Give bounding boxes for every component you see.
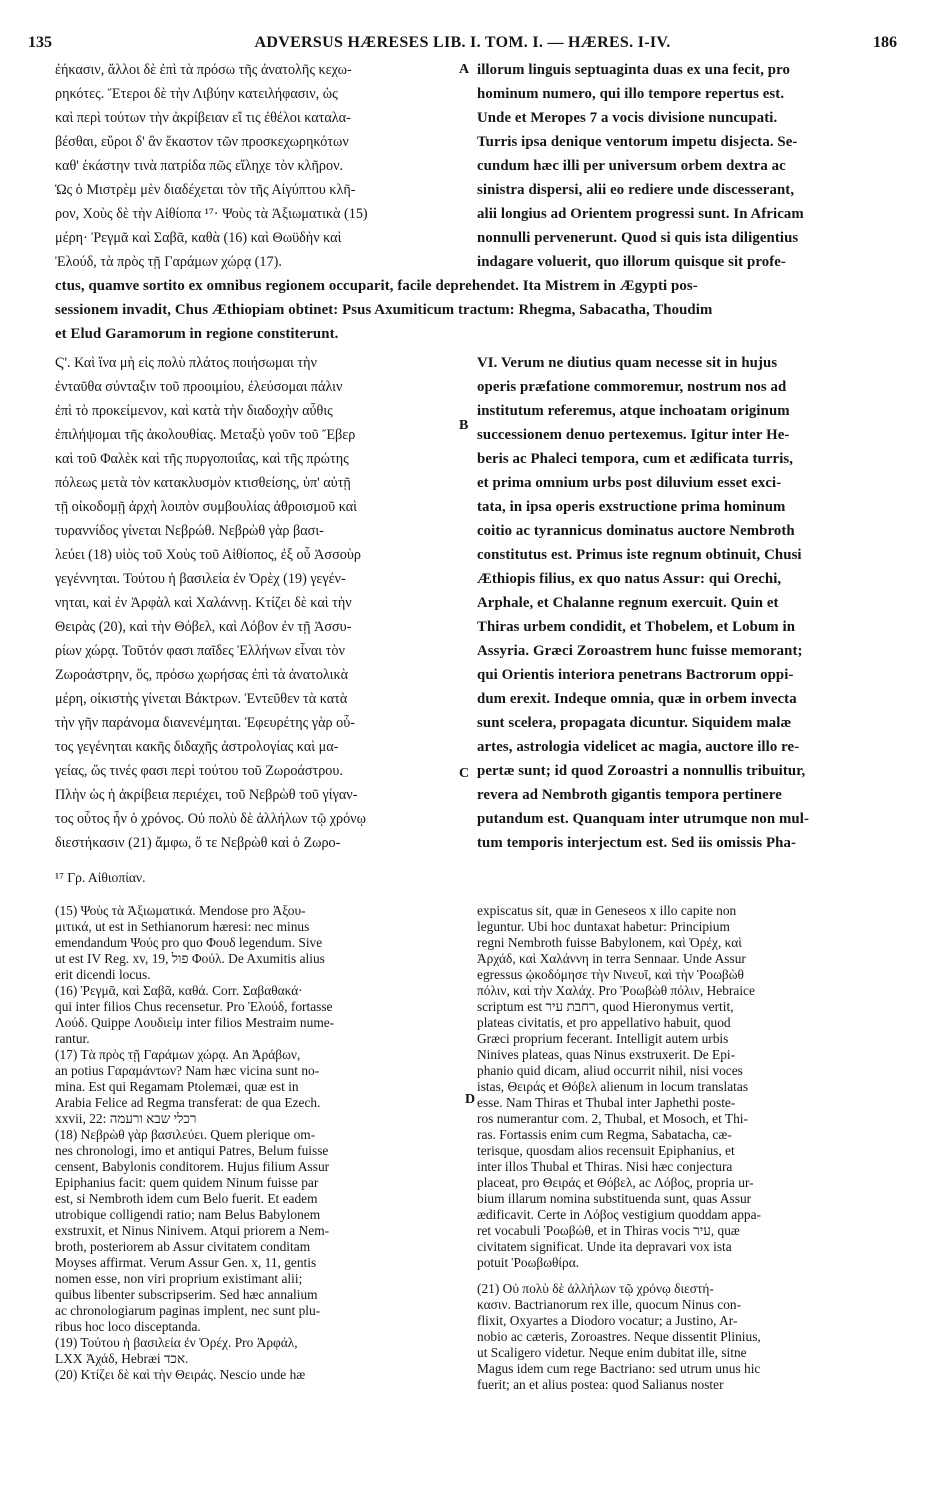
latin-line: alii longius ad Orientem progressi sunt. In Africam xyxy=(477,206,804,222)
latin-line: beris ac Phaleci tempora, cum et ædificata turris, xyxy=(477,451,794,467)
latin-line: artes, astrologia videlicet ac magia, auctore illo re- xyxy=(477,739,800,755)
footnote-line: ut est IV Reg. xv, 19, פול Φούλ. De Axumitis alius xyxy=(55,951,325,966)
latin-line: coitio ac tyrannicus dominatus auctore Nembroth xyxy=(477,523,795,539)
greek-line: ἐπὶ τὸ προκείμενον, καὶ κατὰ τὴν διαδοχὴν αὖθις xyxy=(55,403,333,419)
footnote-line: ut Scaligero videtur. Neque enim dubitat ille, sitne xyxy=(477,1345,747,1360)
greek-line: μέρη, οἰκιστὴς γίνεται Βάκτρων. Ἐντεῦθεν τὰ κατὰ xyxy=(55,691,348,707)
greek-line: τὴν γῆν παράνομα διανενέμηται. Ἐφευρέτης γὰρ οὗ- xyxy=(55,715,355,731)
footnote-line: rantur. xyxy=(55,1031,90,1046)
greek-line: καὶ τοῦ Φαλὲκ καὶ τῆς πυργοποιΐας, καὶ τῆς πρώτης xyxy=(55,451,349,467)
footnote-line: Ninives plateas, quas Ninus exstruxerit. De Epi- xyxy=(477,1047,736,1062)
greek-line: Πλὴν ὡς ἡ ἀκρίβεια περιέχει, τοῦ Νεβρὼθ τοῦ γίγαν- xyxy=(55,787,358,803)
footnote-line: ribus hoc loco disceptanda. xyxy=(55,1319,201,1334)
greek-line: Ζωροάστρην, ὅς, πρόσω χωρήσας ἐπὶ τὰ ἀνατολικὰ xyxy=(55,667,349,683)
footnote-line: LXX Ἀχάδ, Hebræi אכד. xyxy=(55,1351,189,1366)
footnote-line: istas, Θειράς et Θόβελ alienum in locum translatas xyxy=(477,1079,749,1094)
latin-line: Unde et Meropes 7 a vocis divisione nuncupati. xyxy=(477,110,778,126)
latin-line: tata, in ipsa operis exstructione prima hominum xyxy=(477,499,786,515)
footnote-line: (15) Ψοὺς τὰ Ἀξιωματικά. Mendose pro Ἀξου- xyxy=(55,903,306,918)
footnote-line: inter illos Thubal et Thiras. Nisi hæc conjectura xyxy=(477,1159,733,1174)
latin-line: ctus, quamve sortito ex omnibus regionem occuparit, facile deprehendet. Ita Mistrem in Ægypti pos- xyxy=(55,278,698,294)
latin-line: putandum est. Quanquam inter utrumque non mul- xyxy=(477,811,809,827)
footnote-line: ac chronologiarum paginas implent, nec sunt plu- xyxy=(55,1303,321,1318)
latin-line: Æthiopis filius, ex quo natus Assur: qui Orechi, xyxy=(477,571,782,587)
latin-line: Assyria. Græci Zoroastrem hunc fuisse memorant; xyxy=(477,643,803,659)
greek-line: τος οὗτος ἦν ὁ χρόνος. Οὐ πολὺ δὲ ἀλλήλων τῷ χρόνῳ xyxy=(55,811,366,827)
running-header xyxy=(28,34,897,56)
footnote-line: Λούδ. Quippe Λουδιεὶμ inter filios Mestraim nume- xyxy=(55,1015,335,1030)
footnote-line: expiscatus sit, quæ in Geneseos x illo capite non xyxy=(477,903,737,918)
footnote-line: (21) Οὐ πολὺ δὲ ἀλλήλων τῷ χρόνῳ διεστή- xyxy=(477,1281,714,1296)
greek-line: ἐπιλήψομαι τῆς ἀκολουθίας. Μεταξὺ γοῦν τοῦ Ἔβερ xyxy=(55,427,356,443)
latin-line: operis præfatione commoremur, nostrum nos ad xyxy=(477,379,787,395)
footnote-line: esse. Nam Thiras et Thubal inter Japhethi poste- xyxy=(477,1095,736,1110)
footnote-line: κασιν. Bactrianorum rex ille, quocum Ninus con- xyxy=(477,1297,742,1312)
footnote-line: ædificavit. Certe in Λόβος vestigium quoddam appa- xyxy=(477,1207,762,1222)
greek-line: ρηκότες. Ἕτεροι δὲ τὴν Λιβύην κατειλήφασιν, ὡς xyxy=(55,86,338,102)
latin-line: constitutus est. Primus iste regnum obtinuit, Chusi xyxy=(477,547,802,563)
running-title: ADVERSUS HÆRESES LIB. I. TOM. I. — HÆRES. I-IV. xyxy=(254,34,671,51)
footnote-line: quibus libenter subscripserim. Sed hæc annalium xyxy=(55,1287,318,1302)
latin-line: tum temporis interjectum est. Sed iis omissis Pha- xyxy=(477,835,796,851)
footnote-line: erit dicendi locus. xyxy=(55,967,151,982)
footnote-line: ros numerantur com. 2, Thubal, et Mosoch, et Thi- xyxy=(477,1111,748,1126)
footnote-line: egressus ᾠκοδόμησε τὴν Νινευῖ, καὶ τὴν Ῥοωβὼθ xyxy=(477,967,744,982)
footnote-line: phanio quid dicam, aliud occurrit nihil, nisi voces xyxy=(477,1063,743,1078)
footnote-line: (18) Νεβρὼθ γὰρ βασιλεύει. Quem plerique om- xyxy=(55,1127,316,1142)
latin-line: sinistra dispersi, alii eo rediere unde discesserant, xyxy=(477,182,795,198)
margin-letter-a: A xyxy=(459,62,470,77)
footnote-line: broth, posteriorem ab Assur civitatem conditam xyxy=(55,1239,311,1254)
margin-letter-d: D xyxy=(465,1092,476,1107)
latin-line: institutum referemus, atque inchoatam originum xyxy=(477,403,790,419)
greek-line: Θειρὰς (20), καὶ τὴν Θόβελ, καὶ Λόβον ἐν τῇ Ἀσσυ- xyxy=(55,619,352,635)
latin-line: dum erexit. Indeque omnia, quæ in orbem invecta xyxy=(477,691,797,707)
footnote-line: nobio ac cæteris, Zoroastres. Neque dissentit Plinius, xyxy=(477,1329,761,1344)
footnote-line: ret vocabuli Ῥοωβώθ, et in Thiras vocis עיר, quæ xyxy=(477,1223,740,1238)
footnote-line: Ἀρχάδ, καὶ Χαλάννη in terra Sennaar. Unde Assur xyxy=(477,951,746,966)
footnote-line: emendandum Ψούς pro quo Φουδ legendum. Sive xyxy=(55,935,323,950)
footnote-line: flixit, Oxyartes a Diodoro vocatur; a Justino, Ar- xyxy=(477,1313,738,1328)
greek-line: Ϛ'. Καὶ ἵνα μὴ εἰς πολὺ πλάτος ποιήσωμαι τὴν xyxy=(55,355,317,371)
latin-line: Arphale, et Chalanne regnum exercuit. Quin et xyxy=(477,595,779,611)
greek-line: τος γεγένηται κακῆς διδαχῆς ἀστρολογίας καὶ μα- xyxy=(55,739,339,755)
greek-line: καὶ περὶ τούτων τὴν ἀκρίβειαν εἴ τις ἐθέλοι καταλα- xyxy=(55,110,351,126)
footnote-line: scriptum est רחבת עיר, quod Hieronymus vertit, xyxy=(477,999,734,1014)
latin-line: sunt scelera, propagata dicuntur. Siquidem malæ xyxy=(477,715,792,731)
footnote-line: leguntur. Ubi hoc duntaxat habetur: Principium xyxy=(477,919,730,934)
latin-line: Turris ipsa denique ventorum impetu disjecta. Se- xyxy=(477,134,798,150)
latin-line: qui Orientis interiora penetrans Bactrorum oppi- xyxy=(477,667,794,683)
footnote-line: nes chronologi, imo et antiqui Patres, Belum fuisse xyxy=(55,1143,329,1158)
greek-line: διεστήκασιν (21) ἄμφω, ὅ τε Νεβρὼθ καὶ ὁ Ζωρο- xyxy=(55,835,341,851)
footnote-line: nomen esse, non viri proprium existimant alii; xyxy=(55,1271,303,1286)
variant-note: ¹⁷ Γρ. Αἰθιοπίαν. xyxy=(55,870,146,885)
latin-line: et prima omnium urbs post diluvium esset exci- xyxy=(477,475,782,491)
greek-line: γείας, ὥς τινές φασι περὶ τούτου τοῦ Ζωροάστρου. xyxy=(55,763,343,779)
greek-line: καθ' ἑκάστην τινὰ πατρίδα πῶς εἴληχε τὸν κλῆρον. xyxy=(55,158,344,174)
greek-line: Ἐλούδ, τὰ πρὸς τῇ Γαράμων χώρᾳ (17). xyxy=(55,254,282,270)
latin-line: hominum numero, qui illo tempore repertus est. xyxy=(477,86,785,102)
greek-line: νηται, καὶ ἐν Ἀρφὰλ καὶ Χαλάννῃ. Κτίζει δὲ καὶ τὴν xyxy=(55,595,352,611)
latin-line: cundum hæc illi per universum orbem dextra ac xyxy=(477,158,786,174)
greek-line: τῇ οἰκοδομῇ ἀρχὴ λοιπὸν συμβουλίας ἀθροισμοῦ καὶ xyxy=(55,499,357,515)
footnote-line: terisque, quosdam alios recensuit Epiphanius, et xyxy=(477,1143,735,1158)
footnote-line: est, si Nembroth idem cum Belo fuerit. Et eadem xyxy=(55,1191,318,1206)
footnote-line: potuit Ῥοωβωθίρα. xyxy=(477,1255,580,1270)
footnote-line: Epiphanius facit: quem quidem Ninum fuisse par xyxy=(55,1175,319,1190)
page-number-left: 135 xyxy=(28,34,52,51)
footnote-line: Arabia Felice ad Regma transferat: de qua Ezech. xyxy=(55,1095,321,1110)
latin-line: successionem denuo pertexemus. Igitur inter He- xyxy=(477,427,790,443)
footnote-line: Moyses affirmat. Verum Assur Gen. x, 11, gentis xyxy=(55,1255,317,1270)
greek-line: βέσθαι, εὕροι δ' ἂν ἕκαστον τῶν προσκεχωρηκότων xyxy=(55,134,349,150)
footnote-line: regni Nembroth fuisse Babylonem, καὶ Ὀρέχ, καὶ xyxy=(477,935,742,950)
footnote-line: an potius Γαραμάντων? Nam hæc vicina sunt no- xyxy=(55,1063,320,1078)
footnote-line: μιτικά, ut est in Sethianorum hæresi: nec minus xyxy=(55,919,310,934)
greek-line: ρίων χώρᾳ. Τοῦτόν φασι παῖδες Ἑλλήνων εἶναι τὸν xyxy=(55,643,345,659)
footnote-line: Græci proprium fecerant. Intelligit autem urbis xyxy=(477,1031,729,1046)
greek-line: πόλεως μετὰ τὸν κατακλυσμὸν κτισθείσης, ὑπ' αὐτῇ xyxy=(55,475,351,491)
greek-line: ἐνταῦθα σύνταξιν τοῦ προοιμίου, ἐλεύσομαι πάλιν xyxy=(55,379,343,395)
footnote-line: qui inter filios Chus recensetur. Pro Ἐλούδ, fortasse xyxy=(55,999,333,1014)
greek-line: τυραννίδος γίνεται Νεβρώθ. Νεβρὼθ γὰρ βασι- xyxy=(55,523,324,539)
footnote-line: (17) Τὰ πρὸς τῇ Γαράμων χώρᾳ. An Ἀράβων, xyxy=(55,1047,301,1062)
latin-line: illorum linguis septuaginta duas ex una fecit, pro xyxy=(477,62,791,78)
footnote-line: (19) Τούτου ἡ βασιλεία ἐν Ὀρέχ. Pro Ἀρφάλ, xyxy=(55,1335,298,1350)
footnote-line: ras. Fortassis enim cum Regma, Sabatacha, cæ- xyxy=(477,1127,732,1142)
page-number-right: 186 xyxy=(873,34,897,51)
footnote-line: (16) Ῥεγμᾶ, καὶ Σαβᾶ, καθά. Corr. Σαβαθακά· xyxy=(55,983,303,998)
greek-line: Ὡς ὁ Μιστρὲμ μὲν διαδέχεται τὸν τῆς Αἰγύπτου κλῆ- xyxy=(55,182,356,198)
greek-line: ἐήκασιν, ἄλλοι δὲ ἐπὶ τὰ πρόσω τῆς ἀνατολῆς κεχω- xyxy=(55,62,352,78)
footnote-line: πόλιν, καὶ τὴν Χαλάχ. Pro Ῥοωβὼθ πόλιν, Hebraice xyxy=(477,983,755,998)
latin-line: indagare voluerit, quo illorum quisque sit profe- xyxy=(477,254,786,270)
footnote-line: plateas civitatis, et pro appellativo habuit, quod xyxy=(477,1015,731,1030)
latin-line: et Elud Garamorum in regione constiterunt. xyxy=(55,326,339,342)
latin-line: sessionem invadit, Chus Æthiopiam obtinet: Psus Axumiticum tractum: Rhegma, Sabacatha, Thoudim xyxy=(55,302,713,318)
footnote-line: civitatem significat. Unde ita depravari vox ista xyxy=(477,1239,732,1254)
footnote-line: exstruxit, et Ninus Ninivem. Atqui priorem a Nem- xyxy=(55,1223,330,1238)
margin-letter-b: B xyxy=(459,418,469,433)
latin-line: nonnulli pervenerunt. Quod si quis ista diligentius xyxy=(477,230,799,246)
latin-line: revera ad Nembroth gigantis tempora pertinere xyxy=(477,787,782,803)
greek-line: λεύει (18) υἱὸς τοῦ Χοὺς τοῦ Αἰθίοπος, ἐξ οὗ Ἀσσοὺρ xyxy=(55,547,361,563)
greek-line: ρον, Χοὺς δὲ τὴν Αἰθίοπα ¹⁷· Ψοὺς τὰ Ἀξιωματικὰ (15) xyxy=(55,206,368,222)
footnote-line: bium illarum nomina substituenda sunt, quas Assur xyxy=(477,1191,752,1206)
greek-line: μέρη· Ῥεγμᾶ καὶ Σαβᾶ, καθὰ (16) καὶ Θωϋδὴν καὶ xyxy=(55,230,342,246)
margin-letter-c: C xyxy=(459,766,470,781)
latin-line: Thiras urbem condidit, et Thobelem, et Lobum in xyxy=(477,619,796,635)
latin-line: VI. Verum ne diutius quam necesse sit in hujus xyxy=(477,355,778,371)
footnote-line: xxvii, 22: רכלי שבא ורעמה xyxy=(55,1111,197,1126)
footnote-line: fuerit; an et alius postea: quod Salianus noster xyxy=(477,1377,724,1392)
footnote-line: Magus idem cum rege Bactriano: sed utrum unus hic xyxy=(477,1361,761,1376)
footnote-line: mina. Est qui Regamam Ptolemæi, quæ est in xyxy=(55,1079,299,1094)
footnote-line: (20) Κτίζει δὲ καὶ τὴν Θειράς. Nescio unde hæ xyxy=(55,1367,306,1382)
footnote-line: placeat, pro Θειράς et Θόβελ, ac Λόβος, propria ur- xyxy=(477,1175,754,1190)
footnote-line: utrobique colligendi ratio; nam Belus Babylonem xyxy=(55,1207,321,1222)
latin-line: pertæ sunt; id quod Zoroastri a nonnullis tribuitur, xyxy=(477,763,806,779)
greek-line: γεγέννηται. Τούτου ἡ βασιλεία ἐν Ὀρὲχ (19) γεγέν- xyxy=(55,571,346,587)
footnote-line: censent, Babylonis conditorem. Hujus filium Assur xyxy=(55,1159,330,1174)
